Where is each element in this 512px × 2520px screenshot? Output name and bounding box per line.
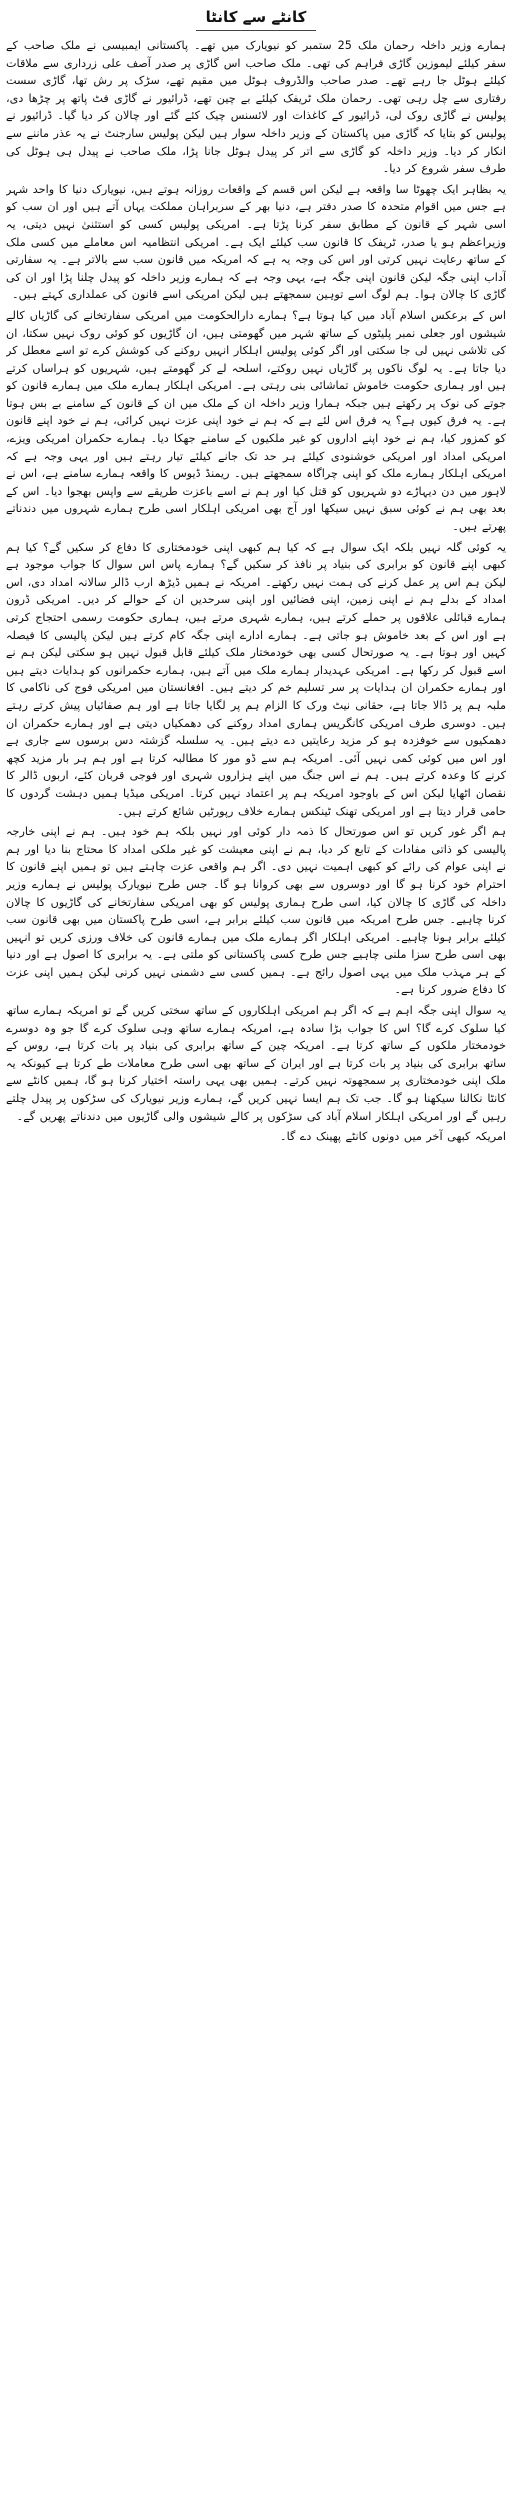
article-title: کانٹے سے کانٹا [205, 8, 307, 26]
article-paragraph: امریکہ کبھی آخر میں دونوں کانٹے پھینک دے گا۔ [280, 1130, 506, 1144]
article-paragraph: یہ بظاہر ایک چھوٹا سا واقعہ ہے لیکن اس قسم کے واقعات روزانہ ہوتے ہیں، نیویارک دنیا کا واحد شہر ہے جس میں اقوام متحدہ کا صدر دفتر ہے، دنیا بھر کے سربراہان مملکت یہاں آتے ہیں اور ان سب کو اسی شہر کے قانون کے مطابق سفر کرنا پڑتا ہے۔ امریکی پولیس کسی کو استثنیٰ نہیں دیتی، یہ وزیراعظم ہو یا صدر، ٹریفک کا قانون سب کیلئے ایک ہے۔ امریکی انتظامیہ اس معاملے میں کسی ملک کے ساتھ رعایت نہیں کرتی اور اس کی وجہ یہ ہے کہ امریکہ میں قانون سب سے بالاتر ہے۔ یہ سفارتی آداب اپنی جگہ لیکن قانون اپنی جگہ ہے، یہی وجہ ہے کہ ہمارے وزیر داخلہ کو پیدل چلنا پڑا اور ان کی گاڑی کا چالان ہوا۔ ہم لوگ اسے توہین سمجھتے ہیں لیکن امریکی اسے قانون کی عملداری کہتے ہیں۔ [6, 182, 506, 302]
title-underline [196, 30, 316, 31]
article-paragraph: یہ سوال اپنی جگہ اہم ہے کہ اگر ہم امریکی اہلکاروں کے ساتھ سختی کریں گے تو امریکہ ہمارے ساتھ کیا سلوک کرے گا؟ اس کا جواب بڑا سادہ ہے، امریکہ ہمارے ساتھ وہی سلوک کرے گا جو وہ دوسرے خودمختار ملکوں کے ساتھ کرتا ہے۔ امریکہ چین کے ساتھ برابری کی بنیاد پر بات کرتا ہے، روس کے ساتھ برابری کی بنیاد پر بات کرتا ہے اور ایران کے ساتھ بھی اسی طرح معاملات طے کرتا ہے کیونکہ یہ ملک اپنی خودمختاری پر سمجھوتہ نہیں کرتے۔ ہمیں بھی یہی راستہ اختیار کرنا ہو گا، ہمیں کانٹے سے کانٹا نکالنا سیکھنا ہو گا۔ جب تک ہم ایسا نہیں کریں گے، ہمارے وزیر نیویارک کی سڑکوں پر پیدل چلتے رہیں گے اور امریکی اہلکار اسلام آباد کی سڑکوں پر کالے شیشوں والی گاڑیوں میں دندناتے پھریں گے۔ [6, 1004, 506, 1123]
article-paragraph: ہمارے وزیر داخلہ رحمان ملک 25 ستمبر کو نیویارک میں تھے۔ پاکستانی ایمبیسی نے ملک صاحب کے سفر کیلئے لیموزین گاڑی فراہم کی تھی۔ ملک صاحب اس گاڑی پر صدر آصف علی زرداری سے ملاقات کیلئے ہوٹل جا رہے تھے۔ صدر صاحب والڈروف ہوٹل میں مقیم تھے، سڑک پر رش تھا، گاڑی سست رفتاری سے چل رہی تھی۔ رحمان ملک ٹریفک کیلئے بے چین تھے، ڈرائیور نے گاڑی فٹ پاتھ پر چڑھا دی، پولیس نے گاڑی روک لی، ڈرائیور کے کاغذات اور لائسنس چیک کئے گئے اور چالان کر دیا گیا۔ ڈرائیور نے پولیس کو بتایا کہ گاڑی میں پاکستان کے وزیر داخلہ سوار ہیں لیکن پولیس سارجنٹ نے یہ عذر ماننے سے انکار کر دیا۔ وزیر داخلہ کو گاڑی سے اتر کر پیدل ہوٹل جانا پڑا، ملک صاحب نے پیدل ہی ہوٹل کی طرف سفر شروع کر دیا۔ [6, 39, 506, 176]
article-body [6, 37, 506, 2507]
article-paragraph: یہ کوئی گلہ نہیں بلکہ ایک سوال ہے کہ کیا ہم کبھی اپنی خودمختاری کا دفاع کر سکیں گے؟ کیا ہم کبھی اپنے قانون کو برابری کی بنیاد پر نافذ کر سکیں گے؟ ہمارے پاس اس سوال کا جواب موجود ہے لیکن ہم اس پر عمل کرنے کی ہمت نہیں رکھتے۔ امریکہ نے ہمیں ڈیڑھ ارب ڈالر سالانہ امداد دی، اس امداد کے بدلے ہم نے اپنی زمین، اپنی فضائیں اور اپنی سرحدیں ان کے حوالے کر دیں۔ امریکی ڈرون ہمارے قبائلی علاقوں پر حملے کرتے ہیں، ہمارے شہری مرتے ہیں، ہماری حکومت رسمی احتجاج کرتی ہے اور اس کے بعد خاموش ہو جاتی ہے۔ ہمارے ادارے اپنی جگہ کام کرتے ہیں لیکن پالیسی کا فیصلہ کہیں اور ہوتا ہے۔ یہ صورتحال کسی بھی خودمختار ملک کیلئے قابل قبول نہیں ہو سکتی لیکن ہم نے اسے قبول کر رکھا ہے۔ امریکی عہدیدار ہمارے ملک میں آتے ہیں، ہمارے حکمرانوں کو ہدایات دیتے ہیں اور ہمارے حکمران ان ہدایات پر سر تسلیم خم کر دیتے ہیں۔ افغانستان میں امریکی فوج کی ناکامی کا ملبہ ہم پر ڈالا جاتا ہے، حقانی نیٹ ورک کا الزام ہم پر لگایا جاتا ہے اور ہم صفائیاں پیش کرتے رہتے ہیں۔ دوسری طرف امریکی کانگریس ہماری امداد روکنے کی دھمکیاں دیتی ہے اور ہمارے حکمران ان دھمکیوں سے خوفزدہ ہو کر مزید رعایتیں دے دیتے ہیں۔ یہ سلسلہ گزشتہ دس برسوں سے جاری ہے اور اس میں کوئی کمی نہیں آئی۔ امریکہ ہم سے ڈو مور کا مطالبہ کرتا ہے اور ہم ہر بار مزید کچھ کرنے کا وعدہ کرتے ہیں۔ ہم نے اس جنگ میں اپنے ہزاروں شہری اور فوجی قربان کئے، اربوں ڈالر کا نقصان اٹھایا لیکن اس کے باوجود امریکہ ہم پر اعتماد نہیں کرتا۔ امریکی میڈیا ہمیں دہشت گردوں کا حامی قرار دیتا ہے اور امریکی تھنک ٹینکس ہمارے خلاف رپورٹیں شائع کرتے ہیں۔ [6, 540, 506, 818]
article-paragraph: ہم اگر غور کریں تو اس صورتحال کا ذمہ دار کوئی اور نہیں بلکہ ہم خود ہیں۔ ہم نے اپنی خارجہ پالیسی کو ذاتی مفادات کے تابع کر دیا، ہم نے اپنی معیشت کو غیر ملکی امداد کا محتاج بنا دیا اور ہم نے اپنی عوام کی رائے کو کبھی اہمیت نہیں دی۔ اگر ہم واقعی عزت چاہتے ہیں تو ہمیں اپنے قانون کا احترام خود کرنا ہو گا اور دوسروں سے بھی کروانا ہو گا۔ جس طرح نیویارک پولیس نے ہمارے وزیر داخلہ کی گاڑی کا چالان کیا، اسی طرح ہماری پولیس کو بھی امریکی سفارتخانے کی گاڑیوں کا چالان کرنا چاہیے۔ جس طرح امریکہ میں قانون سب کیلئے برابر ہے، اسی طرح پاکستان میں بھی قانون سب کیلئے برابر ہونا چاہیے۔ امریکی اہلکار اگر ہمارے ملک میں ہمارے قانون کی خلاف ورزی کریں تو انہیں بھی اسی طرح سزا ملنی چاہیے جس طرح کسی پاکستانی کو ملتی ہے۔ یہ برابری کا اصول ہے اور دنیا کے ہر مہذب ملک میں یہی اصول رائج ہے۔ ہمیں کسی سے دشمنی نہیں کرنی لیکن ہمیں اپنی عزت کا دفاع ضرور کرنا ہے۔ [6, 825, 506, 997]
article-paragraph: اس کے برعکس اسلام آباد میں کیا ہوتا ہے؟ ہمارے دارالحکومت میں امریکی سفارتخانے کی گاڑیاں کالے شیشوں اور جعلی نمبر پلیٹوں کے ساتھ شہر میں گھومتی ہیں، ان گاڑیوں کو کوئی روک نہیں سکتا، ان کی تلاشی نہیں لی جا سکتی اور اگر کوئی پولیس اہلکار انہیں روکنے کی کوشش کرے تو اسے معطل کر دیا جاتا ہے۔ یہ لوگ ناکوں پر گاڑیاں نہیں روکتے، اسلحہ لے کر گھومتے ہیں، شہریوں کو ہراساں کرتے ہیں اور ہماری حکومت خاموش تماشائی بنی رہتی ہے۔ امریکی اہلکار ہمارے ملک میں ہمارے قانون کو جوتے کی نوک پر رکھتے ہیں جبکہ ہمارا وزیر داخلہ ان کے ملک میں ان کے قانون کے سامنے بے بس ہوتا ہے۔ یہ فرق کیوں ہے؟ یہ فرق اس لئے ہے کہ ہم نے خود اپنی عزت نہیں کرائی، ہم نے خود اپنے قانون کو کمزور کیا، ہم نے خود اپنے اداروں کو غیر ملکیوں کے سامنے جھکا دیا۔ ہمارے حکمران امریکی ویزے، امریکی امداد اور امریکی خوشنودی کیلئے ہر حد تک جانے کیلئے تیار رہتے ہیں اور یہی وجہ ہے کہ امریکی اہلکار ہمارے ملک کو اپنی چراگاہ سمجھتے ہیں۔ ریمنڈ ڈیوس کا واقعہ ہمارے سامنے ہے، اس نے لاہور میں دن دیہاڑے دو شہریوں کو قتل کیا اور ہم نے اسے باعزت طریقے سے واپس بھجوا دیا۔ اس کے بعد بھی ہم نے کوئی سبق نہیں سیکھا اور آج بھی امریکی اہلکار اسی طرح ہمارے شہروں میں دندناتے پھرتے ہیں۔ [6, 308, 506, 534]
